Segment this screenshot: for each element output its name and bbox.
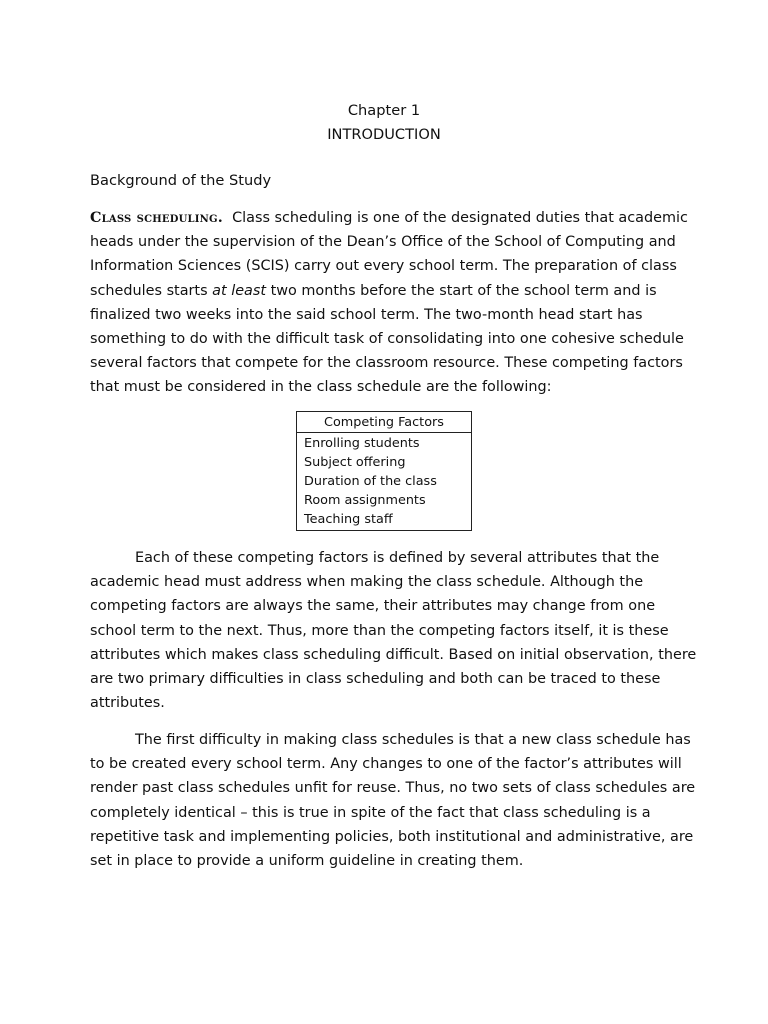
paragraph-line: finalized two weeks into the said school term. The two-month head start has — [90, 306, 643, 323]
table-header: Competing Factors — [297, 412, 471, 433]
paragraph-line: heads under the supervision of the Dean’s Office of the School of Computing and — [90, 234, 676, 251]
run-in-heading: Class scheduling. — [90, 209, 223, 226]
paragraph-class-scheduling — [90, 206, 690, 400]
table-row: Enrolling students — [304, 436, 420, 451]
paragraph-line: several factors that compete for the classroom resource. These competing factors — [90, 355, 683, 372]
paragraph-line: Information Sciences (SCIS) carry out every school term. The preparation of class — [90, 258, 677, 275]
paragraph-line: academic head must address when making the class schedule. Although the — [90, 574, 644, 591]
emphasis-text: at least — [212, 282, 267, 299]
table-row: Duration of the class — [304, 474, 437, 489]
table-row: Subject offering — [304, 455, 406, 470]
paragraph-line: set in place to provide a uniform guideline in creating them. — [90, 853, 524, 870]
paragraph-first-difficulty — [90, 728, 696, 873]
paragraph-line — [90, 279, 690, 303]
table-row: Teaching staff — [304, 512, 393, 527]
paragraph-line: competing factors are always the same, their attributes may change from one — [90, 598, 656, 615]
paragraph-line — [90, 206, 690, 230]
paragraph-line: repetitive task and implementing policies, both institutional and administrative, are — [90, 828, 694, 845]
paragraph-line: attributes which makes class scheduling difficult. Based on initial observation, there — [90, 646, 697, 663]
paragraph-attributes — [90, 546, 697, 715]
paragraph-line: something to do with the difficult task of consolidating into one cohesive schedule — [90, 331, 684, 348]
table-body — [297, 433, 471, 530]
paragraph-text: Class scheduling is one of the designated duties that academic — [232, 210, 688, 226]
paragraph-line: are two primary difficulties in class scheduling and both can be traced to these — [90, 671, 661, 688]
paragraph-text: schedules starts — [90, 282, 213, 299]
paragraph-text: two months before the start of the school term and is — [266, 282, 657, 299]
paragraph-line: Each of these competing factors is defined by several attributes that the — [135, 550, 660, 566]
paragraph-line: render past class schedules unfit for reuse. Thus, no two sets of class schedules are — [90, 780, 696, 797]
paragraph-line: completely identical – this is true in spite of the fact that class scheduling is a — [90, 804, 651, 821]
paragraph-line: that must be considered in the class schedule are the following: — [90, 379, 552, 396]
paragraph-line: The first difficulty in making class schedules is that a new class schedule has — [135, 732, 691, 748]
paragraph-line: school term to the next. Thus, more than the competing factors itself, it is these — [90, 622, 669, 639]
section-heading: Background of the Study — [90, 172, 272, 189]
paragraph-line: to be created every school term. Any changes to one of the factor’s attributes will — [90, 756, 682, 773]
paragraph-line: attributes. — [90, 695, 165, 712]
chapter-title: INTRODUCTION — [327, 126, 441, 143]
competing-factors-table — [296, 411, 472, 531]
table-row: Room assignments — [304, 493, 426, 508]
chapter-label: Chapter 1 — [347, 102, 421, 119]
